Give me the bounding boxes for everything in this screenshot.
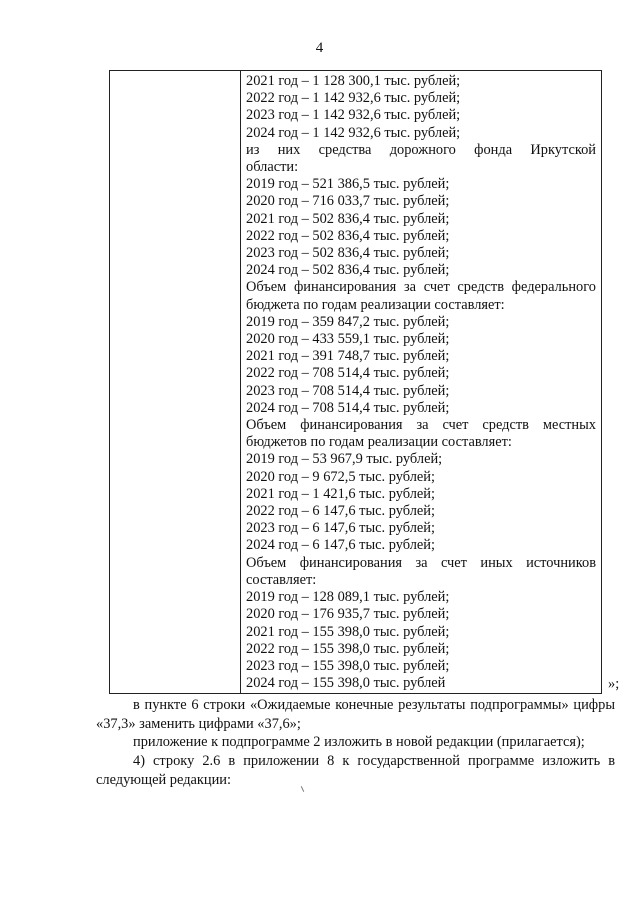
table-line: 2022 год – 1 142 932,6 тыс. рублей; [246,90,461,107]
table-line: 2020 год – 9 672,5 тыс. рублей; [246,468,435,485]
table-line: 2021 год – 1 421,6 тыс. рублей; [246,485,435,502]
table-line: 2024 год – 1 142 932,6 тыс. рублей; [246,124,461,141]
table-line: 2020 год – 433 559,1 тыс. рублей; [246,331,450,348]
table-line: 2021 год – 502 836,4 тыс. рублей; [246,210,450,227]
table-line: 2022 год – 6 147,6 тыс. рублей; [246,503,435,520]
paragraph-row-2-6 [96,752,615,790]
table-line: составляет: [246,571,317,588]
table-line: бюджета по годам реализации составляет: [246,296,505,313]
table-line: 2024 год – 708 514,4 тыс. рублей; [246,399,450,416]
table-line: 2019 год – 128 089,1 тыс. рублей; [246,589,450,606]
table-line: 2024 год – 502 836,4 тыс. рублей; [246,262,450,279]
table-line: 2023 год – 708 514,4 тыс. рублей; [246,382,450,399]
table-line: бюджетов по годам реализации составляет: [246,434,512,451]
table-line: 2024 год – 6 147,6 тыс. рублей; [246,537,435,554]
table-line: Объем финансирования за счет средств местных [246,417,596,434]
table-line: 2020 год – 176 935,7 тыс. рублей; [246,606,450,623]
table-line: 2022 год – 708 514,4 тыс. рублей; [246,365,450,382]
table-right-cell [246,73,596,692]
table-line: 2023 год – 6 147,6 тыс. рублей; [246,520,435,537]
paragraph-text: в пункте 6 строки «Ожидаемые конечные результаты подпрограммы» цифры «37,3» заменить цифрами «37,6»; [96,697,615,732]
table-line: Объем финансирования за счет средств федерального [246,279,596,296]
table-line: 2021 год – 391 748,7 тыс. рублей; [246,348,450,365]
table-line: 2021 год – 155 398,0 тыс. рублей; [246,623,450,640]
paragraph-item-6 [96,696,615,734]
table-line: из них средства дорожного фонда Иркутской [246,141,596,158]
table-line: 2024 год – 155 398,0 тыс. рублей [246,675,446,692]
table-line: 2023 год – 502 836,4 тыс. рублей; [246,245,450,262]
table-line: 2021 год – 1 128 300,1 тыс. рублей; [246,73,461,89]
table-line: 2023 год – 155 398,0 тыс. рублей; [246,657,450,674]
paragraph-appendix [96,733,615,752]
table-line: 2019 год – 53 967,9 тыс. рублей; [246,451,443,468]
financing-table [109,70,602,694]
paragraph-text: 4) строку 2.6 в приложении 8 к государственной программе изложить в следующей редакции: [96,753,615,788]
page-number: 4 [315,40,324,56]
table-line: 2020 год – 716 033,7 тыс. рублей; [246,193,450,210]
table-line: Объем финансирования за счет иных источников [246,554,596,571]
table-column-divider [240,71,241,693]
table-line: 2022 год – 155 398,0 тыс. рублей; [246,640,450,657]
table-line: области: [246,159,299,176]
table-line: 2019 год – 521 386,5 тыс. рублей; [246,176,450,193]
table-line: 2023 год – 1 142 932,6 тыс. рублей; [246,107,461,124]
paragraph-text: приложение к подпрограмме 2 изложить в новой редакции (прилагается); [133,734,585,750]
table-line: 2019 год – 359 847,2 тыс. рублей; [246,313,450,330]
closing-quote: »; [608,676,620,692]
table-line: 2022 год – 502 836,4 тыс. рублей; [246,227,450,244]
